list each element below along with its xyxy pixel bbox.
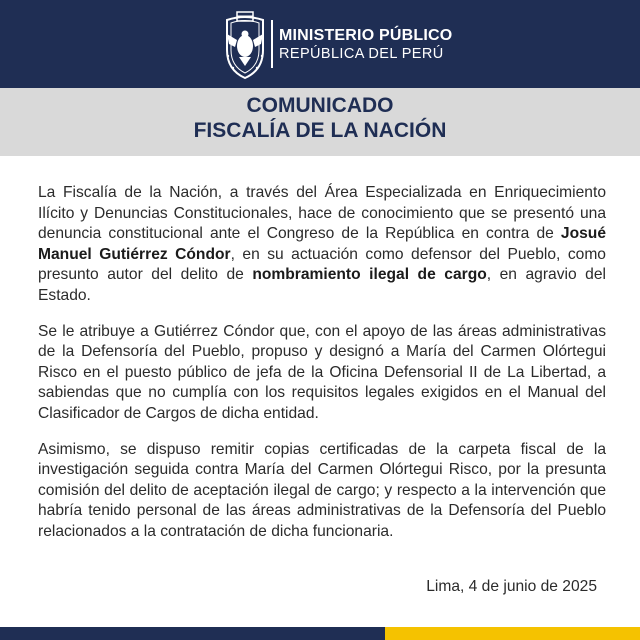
paragraph-1-text-c: , en agravio del Estado.: [38, 266, 606, 304]
paragraph-2: Se le atribuye a Gutiérrez Cóndor que, con el apoyo de las áreas administrativas de la Defensoría del Pueblo, propuso y designó a María del Carmen Olórtegui Risco en el puesto público de jefa de la Oficina Defensorial II de La Libertad, a sabiendas que no cumplía con los requisitos legales exigidos en el Manual del Clasificador de Cargos de dicha entidad.: [38, 322, 606, 422]
paragraph-3: Asimismo, se dispuso remitir copias certificadas de la carpeta fiscal de la investigación seguida contra María del Carmen Olórtegui Risco, por la presunta comisión del delito de aceptación ilegal de cargo; y respecto a la intervención que habría tenido personal de las áreas administrativas de la Defensoría del Pueblo relacionados a la contratación de dicha funcionaria.: [38, 440, 606, 540]
crime-name: nombramiento ilegal de cargo: [252, 266, 487, 284]
header-bar: [0, 0, 640, 88]
paragraph-1: [38, 183, 606, 307]
paragraph-1-text-a: La Fiscalía de la Nación, a través del Área Especializada en Enriquecimiento Ilícito y Denuncias Constitucionales, hace de conocimiento que se presentó una denuncia constitucional ante el Congreso de la República en contra de: [38, 184, 606, 243]
title-comunicado: COMUNICADO: [246, 94, 394, 117]
header-divider: [271, 20, 273, 68]
footer-bar-navy: [0, 627, 385, 640]
date-line: Lima, 4 de junio de 2025: [426, 578, 597, 595]
footer-bar-gold: [385, 627, 640, 640]
paragraph-1-text-b: , en su actuación como defensor del Pueblo, como presunto autor del delito de: [38, 245, 606, 284]
accused-name: Josué Manuel Gutiérrez Cóndor: [38, 225, 606, 263]
title-band: [0, 88, 640, 156]
title-fiscalia: FISCALÍA DE LA NACIÓN: [193, 119, 447, 142]
ministerio-publico-seal-icon: [215, 10, 275, 82]
org-name: MINISTERIO PÚBLICO: [279, 27, 453, 44]
communique-body: [38, 183, 606, 558]
org-subtitle: REPÚBLICA DEL PERÚ: [279, 46, 444, 62]
